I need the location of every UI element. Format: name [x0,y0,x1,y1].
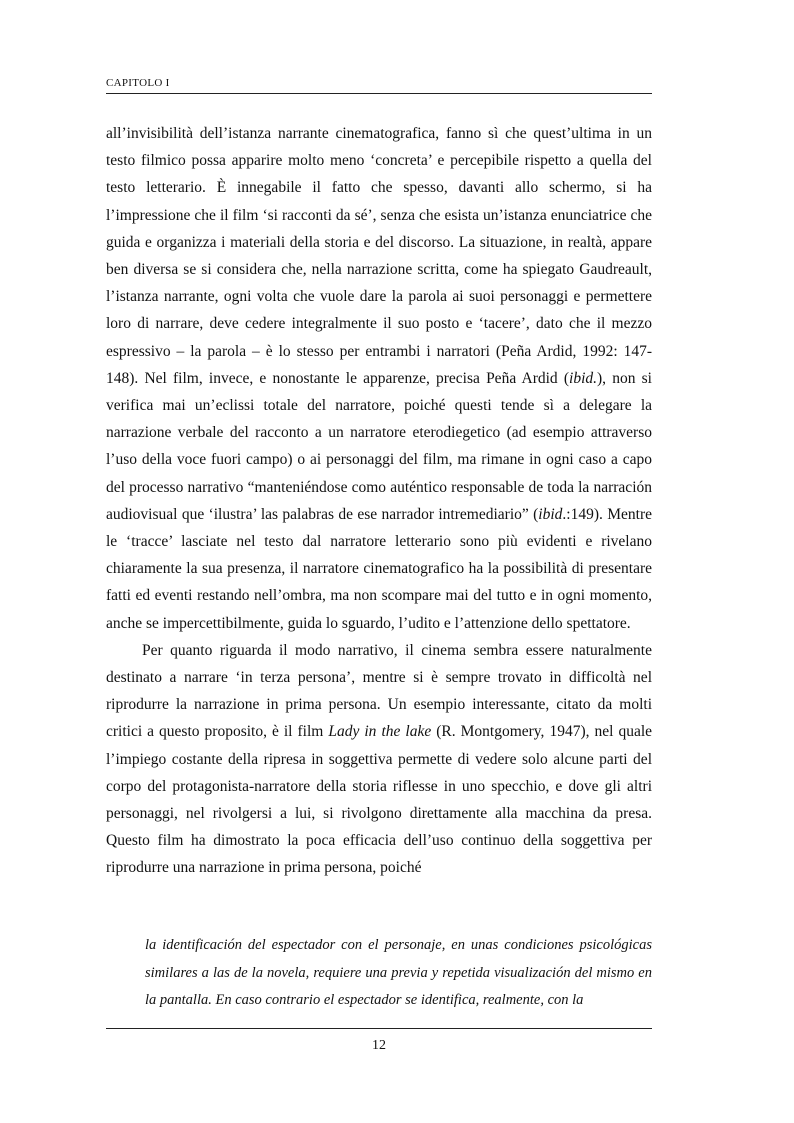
block-quote: la identificación del espectador con el personaje, en unas condiciones psicológicas similares a las de la novela, requiere una previa y repetida visualización del mismo en la pantalla. En caso contrario el espectador se identifica, realmente, con la [145,937,652,1008]
paragraph-1-ibid-2: ibid [538,505,563,523]
footer-rule [106,1028,652,1029]
paragraph-1 [106,120,652,637]
paragraph-1-text-c: .:149). Mentre le ‘tracce’ lasciate nel testo dal narratore letterario sono più evidenti e rivelano chiaramente la sua presenza, il narratore cinematografico ha la possibilità di presentare fatti ed eventi restando nell’ombra, ma non scompare mai del tutto e in ogni momento, anche se impercettibilmente, guida lo sguardo, l’udito e l’attenzione dello spettatore. [106,505,652,632]
paragraph-1-ibid-1: ibid. [569,369,598,387]
header-rule [106,93,652,94]
paragraph-1-text-b: ), non si verifica mai un’eclissi totale del narratore, poiché questi tende sì a delegare la narrazione verbale del racconto a un narratore eterodiegetico (ad esempio attraverso l’uso della voce fuori campo) o ai personaggi del film, ma rimane in ogni caso a capo del processo narrativo “manteniéndose como auténtico responsable de toda la narración audiovisual que ‘ilustra’ las palabras de ese narrador intremediario” ( [106,369,652,523]
paragraph-1-text-a: all’invisibilità dell’istanza narrante cinematografica, fanno sì che quest’ultima in un testo filmico possa apparire molto meno ‘concreta’ e percepibile rispetto a quella del testo letterario. È innegabile il fatto che spesso, davanti allo schermo, si ha l’impressione che il film ‘si racconti da sé’, senza che esista un’istanza enunciatrice che guida e organizza i materiali della storia e del discorso. La situazione, in realtà, appare ben diversa se si considera che, nella narrazione scritta, come ha spiegato Gaudreault, l’istanza narrante, ogni volta che vuole dare la parola ai suoi personaggi e permettere loro di narrare, deve cedere integralmente il suo posto e ‘tacere’, dato che il mezzo espressivo – la parola – è lo stesso per entrambi i narratori (Peña Ardid, 1992: 147-148). Nel film, invece, e nonostante le apparenze, precisa Peña Ardid ( [106,125,652,387]
page-number: 12 [372,1038,386,1053]
film-title: Lady in the lake [328,723,432,741]
body-text [106,120,652,882]
paragraph-2-text-a: Per quanto riguarda il modo narrativo, il cinema sembra essere naturalmente destinato a narrare ‘in terza persona’, mentre si è sempre trovato in difficoltà nel riprodurre la narrazione in prima persona. Un esempio interessante, citato da molti critici a questo proposito, è il film [106,641,652,741]
running-header: CAPITOLO I [106,77,170,89]
paragraph-2 [106,637,652,882]
paragraph-2-text-b: (R. Montgomery, 1947), nel quale l’impiego costante della ripresa in soggettiva permette di vedere solo alcune parti del corpo del protagonista-narratore della storia riflesse in uno specchio, e dove gli altri personaggi, nel rivolgersi a lui, si rivolgono direttamente alla macchina da presa. Questo film ha dimostrato la poca efficacia dell’uso continuo della soggettiva per riprodurre una narrazione in prima persona, poiché [106,723,653,877]
